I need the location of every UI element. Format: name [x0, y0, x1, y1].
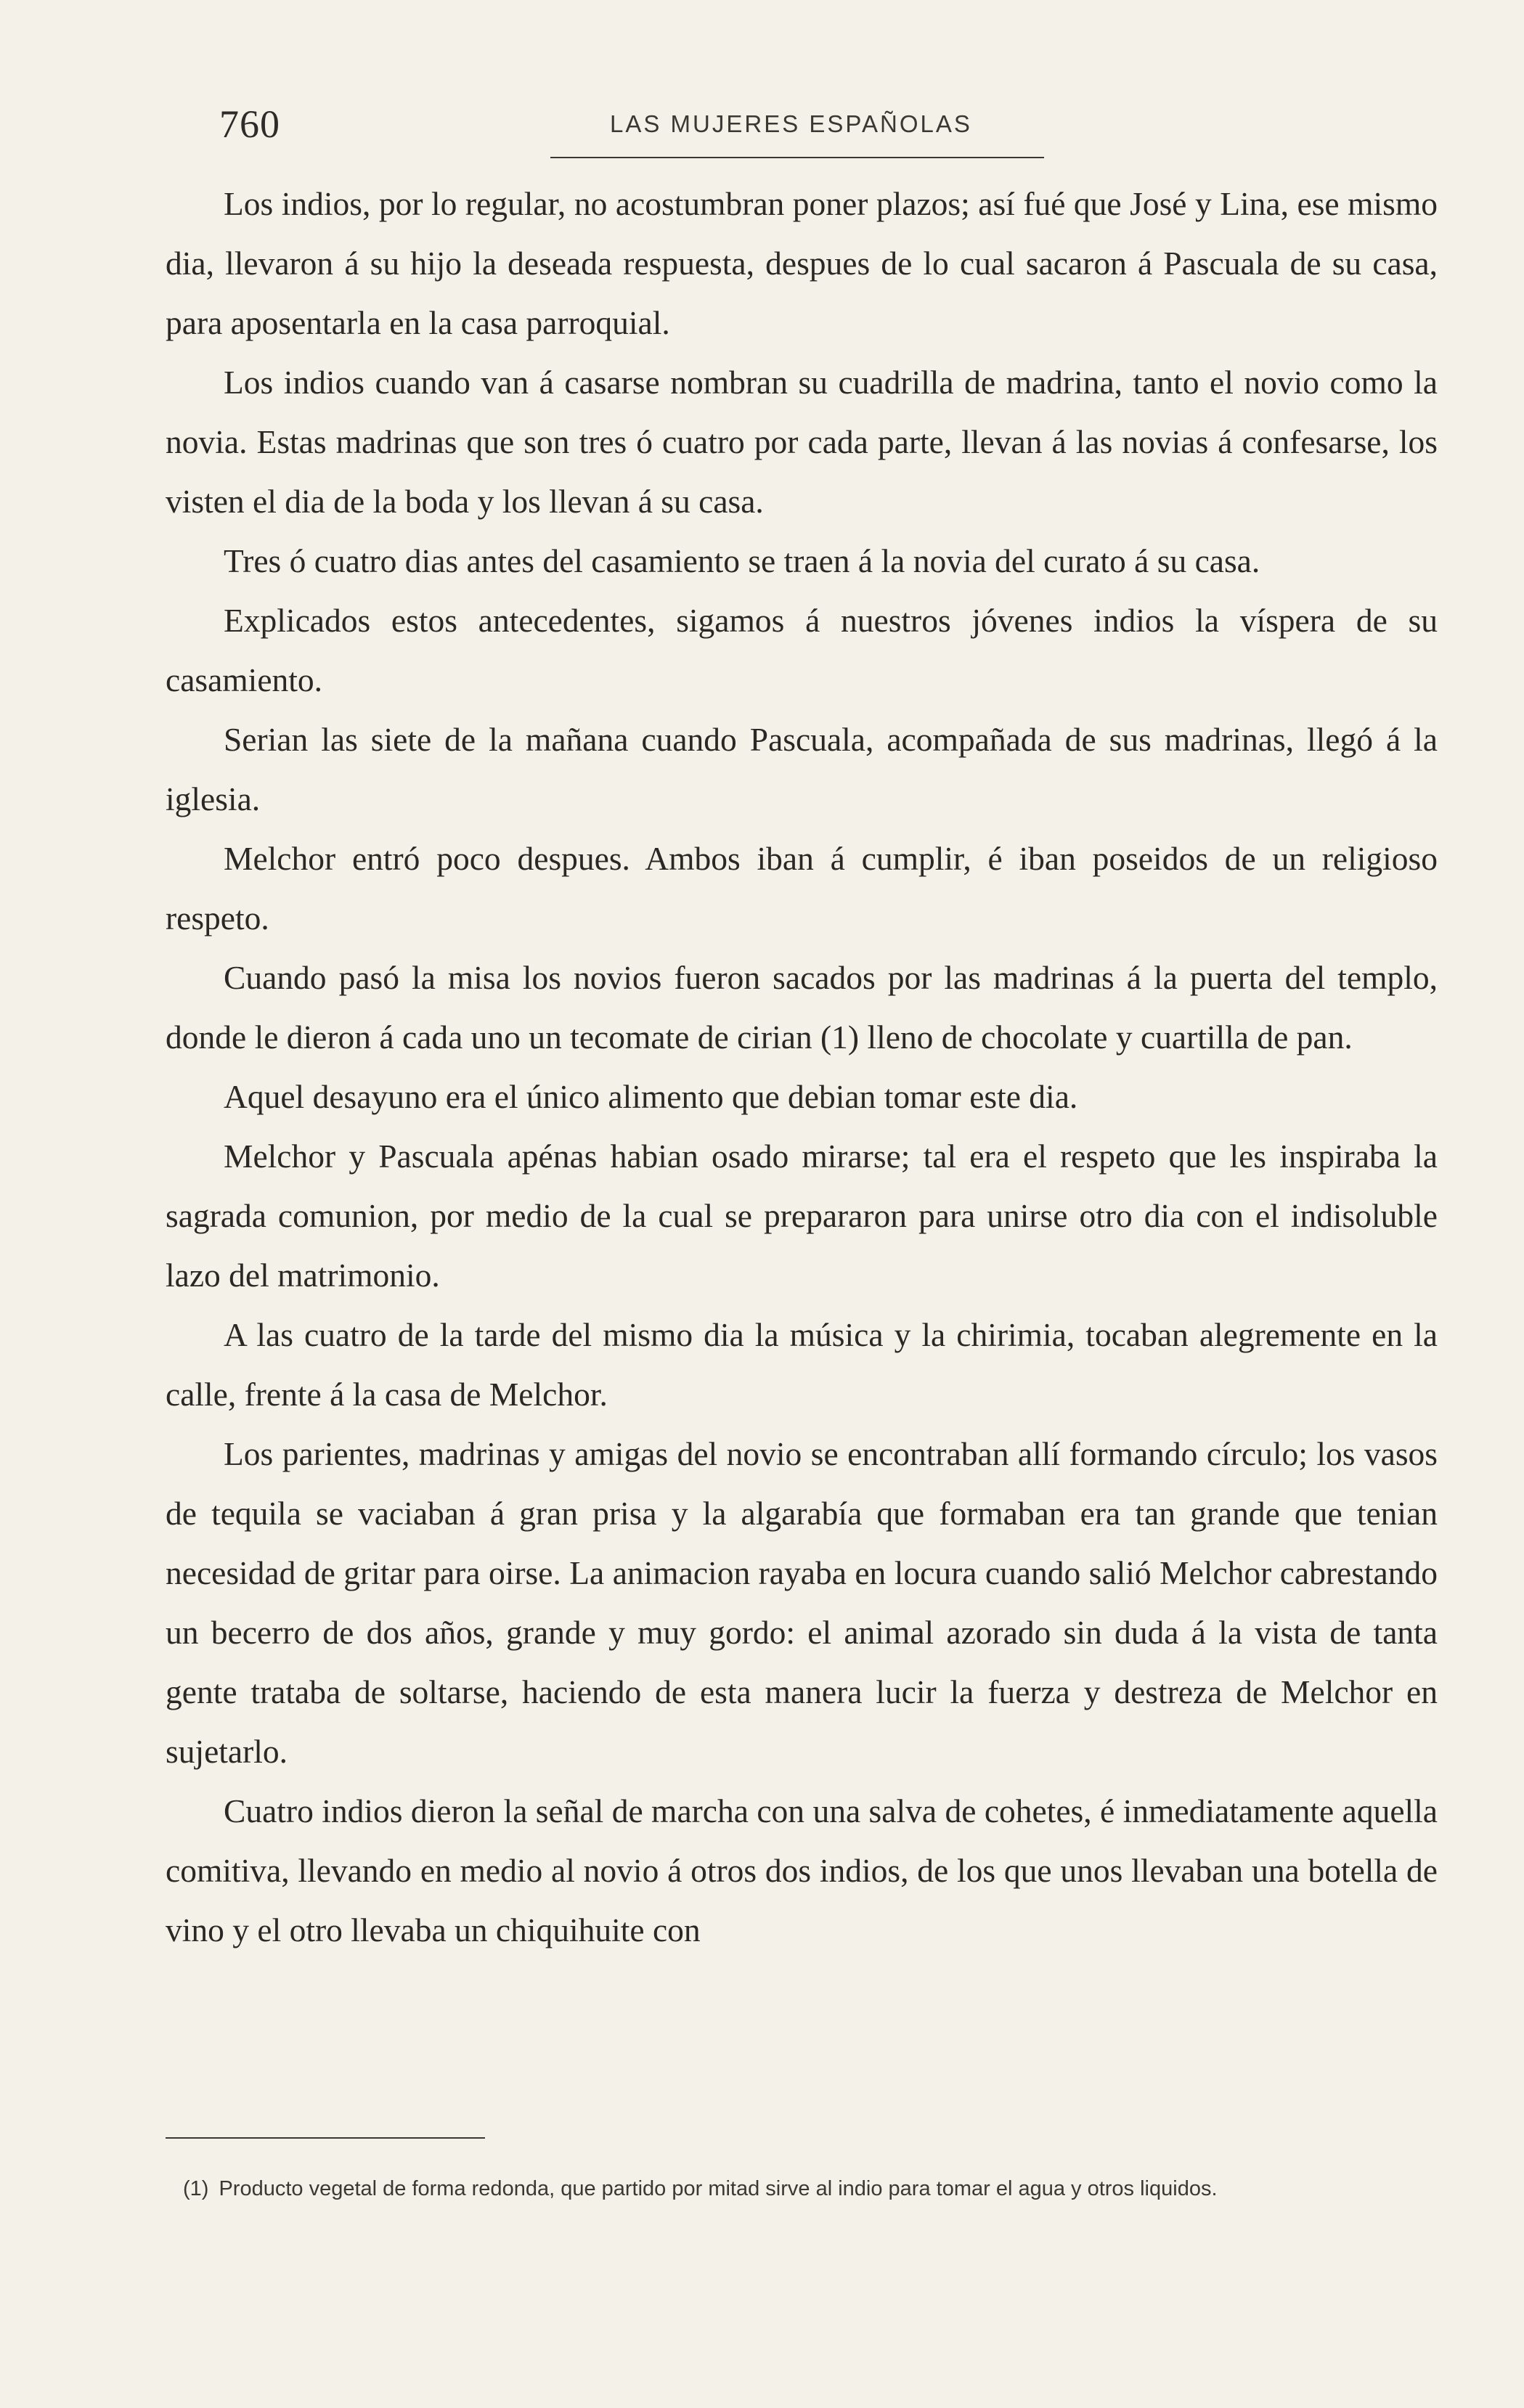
- paragraph: A las cuatro de la tarde del mismo dia la música y la chirimia, tocaban alegremente en la calle, frente á la casa de Melchor.: [166, 1316, 1438, 1413]
- running-title: LAS MUJERES ESPAÑOLAS: [610, 110, 972, 137]
- paragraph: Tres ó cuatro dias antes del casamiento se traen á la novia del curato á su casa.: [224, 542, 1260, 579]
- paragraph: Los indios cuando van á casarse nombran su cuadrilla de madrina, tanto el novio como la novia. Estas madrinas que son tres ó cuatro por cada parte, llevan á las novias á confesarse, los visten el dia de la boda y los llevan á su casa.: [166, 364, 1438, 520]
- paragraph: Melchor y Pascuala apénas habian osado mirarse; tal era el respeto que les inspiraba la sagrada comunion, por medio de la cual se prepararon para unirse otro dia con el indisoluble lazo del matrimonio.: [166, 1138, 1438, 1294]
- body-text: [166, 174, 1438, 1960]
- paragraph: Cuando pasó la misa los novios fueron sacados por las madrinas á la puerta del templo, donde le dieron á cada uno un tecomate de cirian (1) lleno de chocolate y cuartilla de pan.: [166, 959, 1438, 1056]
- paragraph: Aquel desayuno era el único alimento que debian tomar este dia.: [224, 1078, 1078, 1115]
- footnote: [166, 2171, 1438, 2207]
- footnote-marker: (1): [183, 2177, 209, 2200]
- footnote-rule: [166, 2137, 485, 2139]
- paragraph: Explicados estos antecedentes, sigamos á nuestros jóvenes indios la víspera de su casamiento.: [166, 602, 1438, 698]
- page-header: [0, 94, 1524, 160]
- paragraph: Serian las siete de la mañana cuando Pascuala, acompañada de sus madrinas, llegó á la iglesia.: [166, 721, 1438, 817]
- paragraph: Melchor entró poco despues. Ambos iban á cumplir, é iban poseidos de un religioso respeto.: [166, 840, 1438, 936]
- paragraph: Los parientes, madrinas y amigas del novio se encontraban allí formando círculo; los vasos de tequila se vaciaban á gran prisa y la algarabía que formaban era tan grande que tenian necesidad de gritar para oirse. La animacion rayaba en locura cuando salió Melchor cabrestando un becerro de dos años, grande y muy gordo: el animal azorado sin duda á la vista de tanta gente trataba de soltarse, haciendo de esta manera lucir la fuerza y destreza de Melchor en sujetarlo.: [166, 1435, 1438, 1770]
- footnote-text: Producto vegetal de forma redonda, que partido por mitad sirve al indio para tomar el agua y otros liquidos.: [219, 2177, 1218, 2200]
- paragraph: Cuatro indios dieron la señal de marcha con una salva de cohetes, é inmediatamente aquella comitiva, llevando en medio al novio á otros dos indios, de los que unos llevaban una botella de vino y el otro llevaba un chiquihuite con: [166, 1792, 1438, 1948]
- paragraph: Los indios, por lo regular, no acostumbran poner plazos; así fué que José y Lina, ese mismo dia, llevaron á su hijo la deseada respuesta, despues de lo cual sacaron á Pascuala de su casa, para aposentarla en la casa parroquial.: [166, 185, 1438, 341]
- header-rule: [550, 157, 1044, 158]
- page-number: 760: [219, 102, 280, 146]
